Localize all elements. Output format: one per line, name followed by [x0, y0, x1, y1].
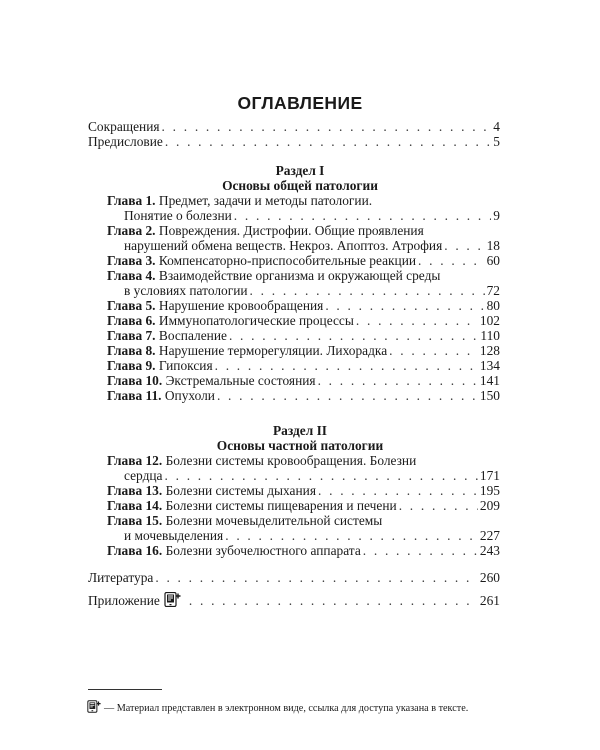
chapter-title: Компенсаторно-приспособительные реакции [158, 253, 417, 268]
leader-dots [318, 483, 478, 498]
toc-entry-literature[interactable] [88, 570, 500, 585]
entry-page: 243 [479, 543, 500, 558]
entry-page: 72 [486, 283, 500, 298]
toc-entry-chapter-2[interactable] [107, 223, 424, 238]
chapter-title: Болезни зубочелюстного аппарата [165, 543, 361, 558]
toc-entry-chapter-15-cont[interactable] [124, 528, 500, 543]
footnote [87, 700, 468, 716]
toc-entry-chapter-7[interactable] [107, 328, 500, 343]
footnote-text: — Материал представлен в электронном виде, ссылка для доступа указана в тексте. [104, 703, 469, 714]
chapter-title: Иммунопатологические процессы [158, 313, 354, 328]
chapter-title: Болезни системы кровообращения. Болезни [165, 453, 417, 468]
chapter-title: Опухоли [164, 388, 215, 403]
chapter-title: Нарушение терморегуляции. Лихорадка [158, 343, 388, 358]
entry-page: 5 [493, 134, 500, 149]
leader-dots [250, 283, 485, 298]
chapter-title: Взаимодействие организма и окружающей среды [158, 268, 441, 283]
chapter-title: Болезни системы дыхания [165, 483, 316, 498]
section-title: Основы частной патологии [216, 438, 384, 453]
leader-dots [215, 358, 478, 373]
entry-page: 102 [479, 313, 500, 328]
electronic-resource-icon [87, 700, 101, 713]
leader-dots [363, 543, 478, 558]
section-label: Раздел I [275, 163, 325, 178]
entry-label: Предисловие [88, 134, 163, 149]
leader-dots [318, 373, 478, 388]
entry-page: 227 [479, 528, 500, 543]
chapter-title: Понятие о болезни [124, 208, 232, 223]
chapter-number: Глава 5. [107, 298, 156, 313]
entry-page: 134 [479, 358, 500, 373]
leader-dots [418, 253, 485, 268]
entry-page: 128 [479, 343, 500, 358]
leader-dots [217, 388, 478, 403]
entry-page: 261 [479, 593, 500, 608]
toc-entry-chapter-1[interactable] [107, 193, 372, 208]
toc-entry-chapter-6[interactable] [107, 313, 500, 328]
leader-dots [389, 343, 478, 358]
leader-dots [165, 468, 478, 483]
entry-page: 150 [479, 388, 500, 403]
entry-page: 110 [480, 328, 500, 343]
chapter-title: Воспаление [158, 328, 227, 343]
toc-entry-chapter-13[interactable] [107, 483, 500, 498]
chapter-title: и мочевыделения [124, 528, 224, 543]
toc-entry-chapter-2-cont[interactable] [124, 238, 500, 253]
entry-label: Литература [88, 570, 154, 585]
entry-page: 209 [479, 498, 500, 513]
chapter-number: Глава 11. [107, 388, 162, 403]
leader-dots [162, 119, 492, 134]
chapter-title: Повреждения. Дистрофии. Общие проявления [158, 223, 424, 238]
entry-page: 4 [493, 119, 500, 134]
chapter-title: нарушений обмена веществ. Некроз. Апоптоз. Атрофия [124, 238, 443, 253]
chapter-title: Нарушение кровообращения [158, 298, 324, 313]
chapter-number: Глава 3. [107, 253, 156, 268]
section-title: Основы общей патологии [222, 178, 378, 193]
leader-dots [155, 570, 478, 585]
toc-entry-chapter-4-cont[interactable] [124, 283, 500, 298]
chapter-title: в условиях патологии [124, 283, 248, 298]
section-label: Раздел II [272, 423, 327, 438]
entry-page: 80 [486, 298, 500, 313]
leader-dots [165, 134, 491, 149]
chapter-title: сердца [124, 468, 163, 483]
toc-entry-preface[interactable] [88, 134, 500, 149]
chapter-number: Глава 9. [107, 358, 156, 373]
toc-entry-chapter-12-cont[interactable] [124, 468, 500, 483]
leader-dots [234, 208, 492, 223]
leader-dots [325, 298, 484, 313]
toc-entry-chapter-1-cont[interactable] [124, 208, 500, 223]
chapter-title: Гипоксия [158, 358, 213, 373]
footnote-rule [88, 689, 162, 690]
toc-entry-chapter-10[interactable] [107, 373, 500, 388]
toc-entry-chapter-3[interactable] [107, 253, 500, 268]
entry-label: Сокращения [88, 119, 160, 134]
entry-page: 195 [479, 483, 500, 498]
leader-dots [444, 238, 484, 253]
toc-entry-chapter-14[interactable] [107, 498, 500, 513]
page-title: ОГЛАВЛЕНИЕ [237, 93, 363, 113]
chapter-number: Глава 16. [107, 543, 163, 558]
electronic-resource-icon [164, 592, 181, 607]
toc-entry-chapter-8[interactable] [107, 343, 500, 358]
chapter-number: Глава 8. [107, 343, 156, 358]
entry-page: 60 [486, 253, 500, 268]
toc-entry-chapter-5[interactable] [107, 298, 500, 313]
chapter-number: Глава 15. [107, 513, 163, 528]
chapter-number: Глава 6. [107, 313, 156, 328]
entry-page: 18 [486, 238, 500, 253]
entry-page: 141 [479, 373, 500, 388]
toc-entry-abbreviations[interactable] [88, 119, 500, 134]
toc-entry-chapter-15[interactable] [107, 513, 382, 528]
toc-entry-chapter-4[interactable] [107, 268, 440, 283]
entry-page: 260 [479, 570, 500, 585]
toc-entry-chapter-16[interactable] [107, 543, 500, 558]
leader-dots [189, 593, 478, 608]
chapter-title: Предмет, задачи и методы патологии. [158, 193, 373, 208]
chapter-title: Болезни системы пищеварения и печени [165, 498, 397, 513]
leader-dots [356, 313, 478, 328]
chapter-number: Глава 7. [107, 328, 156, 343]
toc-entry-appendix[interactable] [88, 592, 500, 608]
entry-page: 171 [479, 468, 500, 483]
chapter-number: Глава 14. [107, 498, 163, 513]
chapter-number: Глава 10. [107, 373, 163, 388]
chapter-number: Глава 12. [107, 453, 163, 468]
chapter-number: Глава 2. [107, 223, 156, 238]
chapter-title: Экстремальные состояния [165, 373, 316, 388]
toc-entry-chapter-9[interactable] [107, 358, 500, 373]
chapter-title: Болезни мочевыделительной системы [165, 513, 383, 528]
entry-label: Приложение [88, 593, 160, 608]
chapter-number: Глава 4. [107, 268, 156, 283]
toc-entry-chapter-11[interactable] [107, 388, 500, 403]
leader-dots [399, 498, 478, 513]
entry-page: 9 [493, 208, 500, 223]
toc-entry-chapter-12[interactable] [107, 453, 416, 468]
leader-dots [229, 328, 478, 343]
leader-dots [225, 528, 478, 543]
chapter-number: Глава 13. [107, 483, 163, 498]
chapter-number: Глава 1. [107, 193, 156, 208]
